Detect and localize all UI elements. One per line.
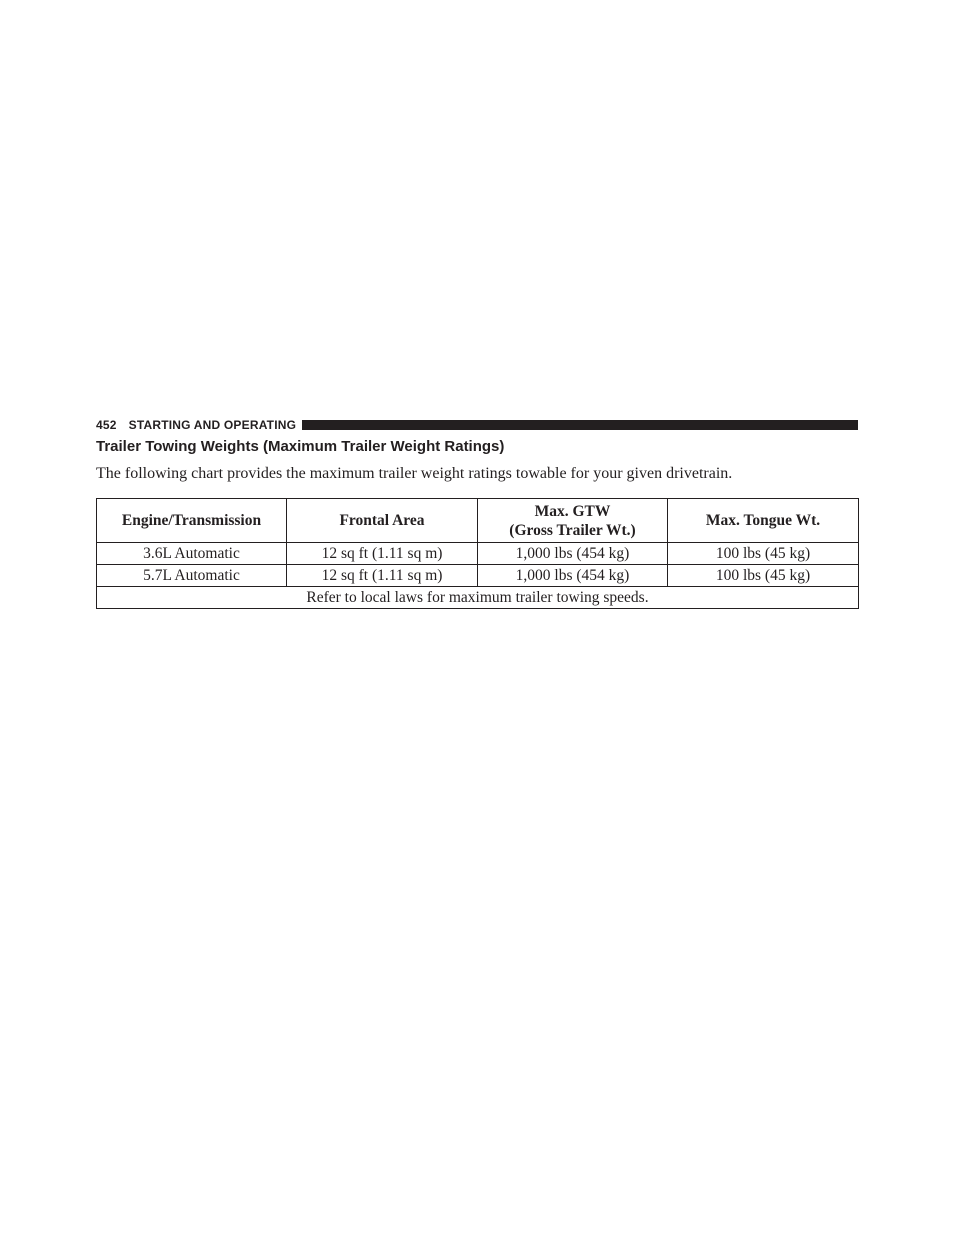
table-row <box>97 565 859 587</box>
table-cell: 3.6L Automatic <box>97 543 287 565</box>
table-footer-note: Refer to local laws for maximum trailer towing speeds. <box>97 587 859 609</box>
page-header <box>96 417 858 432</box>
table-cell: 100 lbs (45 kg) <box>668 565 859 587</box>
column-header-max-gtw: Max. GTW (Gross Trailer Wt.) <box>478 499 668 543</box>
table-cell: 1,000 lbs (454 kg) <box>478 543 668 565</box>
intro-paragraph: The following chart provides the maximum trailer weight ratings towable for your given drivetrain. <box>96 465 733 482</box>
section-title: STARTING AND OPERATING <box>128 417 297 432</box>
column-header-max-tongue: Max. Tongue Wt. <box>668 499 859 543</box>
table-row <box>97 543 859 565</box>
section-heading: Trailer Towing Weights (Maximum Trailer Weight Ratings) <box>96 438 505 455</box>
table-cell: 1,000 lbs (454 kg) <box>478 565 668 587</box>
towing-weights-table <box>96 498 859 609</box>
page-number: 452 <box>96 417 117 432</box>
table-header-row <box>97 499 859 543</box>
column-header-engine: Engine/Transmission <box>97 499 287 543</box>
table-cell: 12 sq ft (1.11 sq m) <box>287 565 478 587</box>
header-rule <box>302 420 858 430</box>
table-footer-row <box>97 587 859 609</box>
table-cell: 12 sq ft (1.11 sq m) <box>287 543 478 565</box>
table-cell: 5.7L Automatic <box>97 565 287 587</box>
column-header-frontal-area: Frontal Area <box>287 499 478 543</box>
table-cell: 100 lbs (45 kg) <box>668 543 859 565</box>
